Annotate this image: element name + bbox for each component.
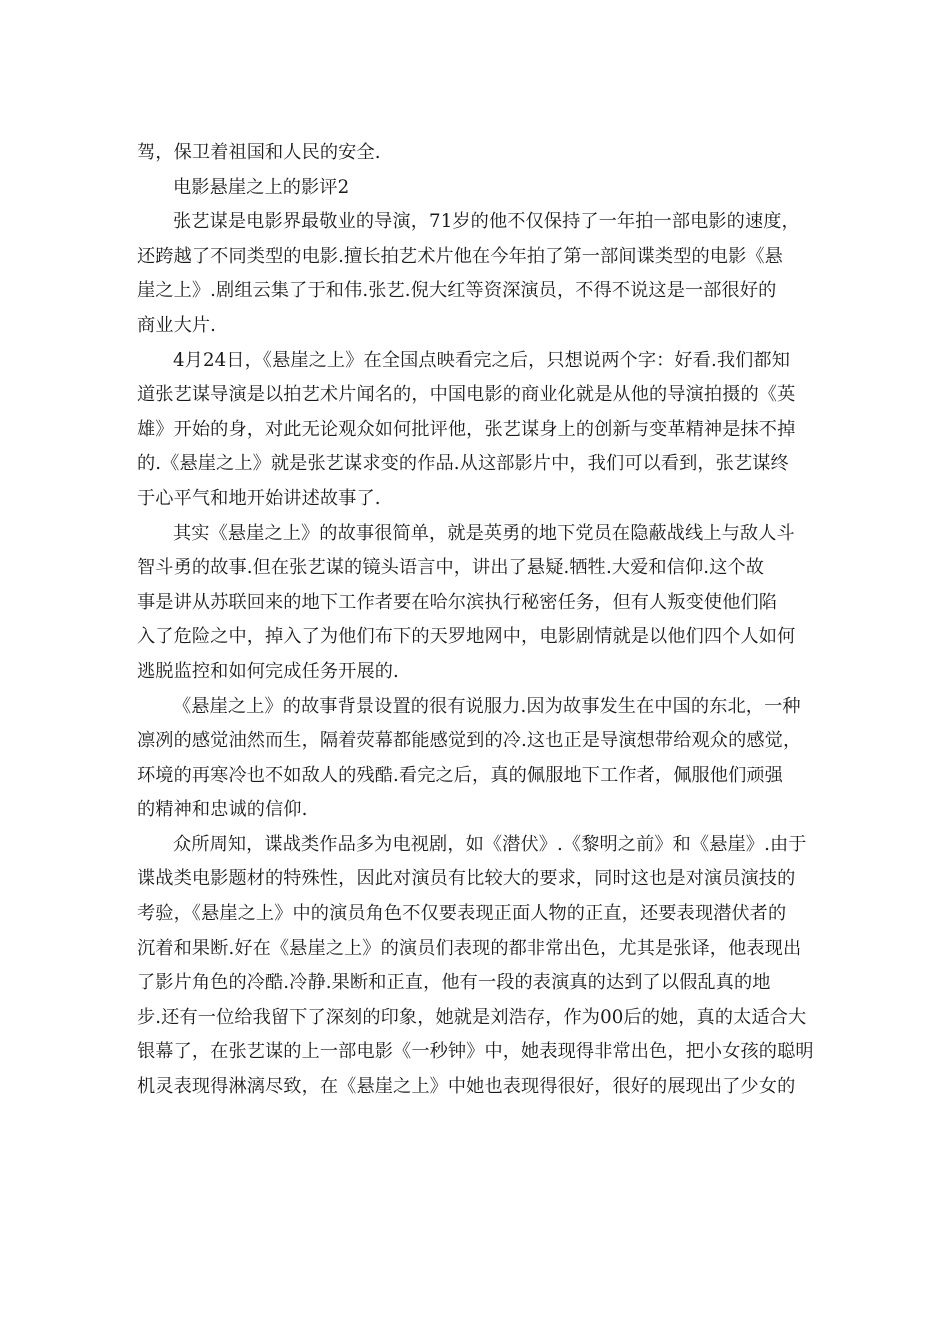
text-line: 机灵表现得淋漓尽致，在《悬崖之上》中她也表现得很好，很好的展现出了少女的	[137, 1076, 796, 1098]
text-line: 谍战类电影题材的特殊性，因此对演员有比较大的要求，同时这也是对演员演技的	[137, 868, 796, 890]
text-line: 4月24日，《悬崖之上》在全国点映看完之后，只想说两个字：好看.我们都知	[173, 349, 790, 371]
text-line: 的精神和忠诚的信仰.	[137, 799, 308, 821]
text-line: 银幕了，在张艺谋的上一部电影《一秒钟》中，她表现得非常出色，把小女孩的聪明	[137, 1041, 814, 1063]
text-line: 智斗勇的故事.但在张艺谋的镜头语言中，讲出了悬疑.牺牲.大爱和信仰.这个故	[137, 557, 765, 579]
text-line: 《悬崖之上》的故事背景设置的很有说服力.因为故事发生在中国的东北，一种	[173, 695, 801, 717]
text-line: 驾，保卫着祖国和人民的安全.	[137, 142, 381, 163]
text-line: 沉着和果断.好在《悬崖之上》的演员们表现的都非常出色，尤其是张译，他表现出	[137, 937, 802, 959]
text-line: 还跨越了不同类型的电影.擅长拍艺术片他在今年拍了第一部间谍类型的电影《悬	[137, 245, 783, 267]
text-line: 的.《悬崖之上》就是张艺谋求变的作品.从这部影片中，我们可以看到，张艺谋终	[137, 453, 789, 475]
text-line: 凛冽的感觉油然而生，隔着荧幕都能感觉到的冷.这也正是导演想带给观众的感觉，	[137, 730, 802, 752]
text-line: 道张艺谋导演是以拍艺术片闻名的，中国电影的商业化就是从他的导演拍摄的《英	[137, 384, 796, 406]
text-line: 于心平气和地开始讲述故事了.	[137, 487, 381, 509]
text-line: 逃脱监控和如何完成任务开展的.	[137, 660, 399, 682]
text-line: 崖之上》.剧组云集了于和伟.张艺.倪大红等资深演员，不得不说这是一部很好的	[137, 280, 777, 302]
text-line: 雄》开始的身，对此无论观众如何批评他，张艺谋身上的创新与变革精神是抹不掉	[137, 418, 796, 440]
text-line: 了影片角色的冷酷.冷静.果断和正直，他有一段的表演真的达到了以假乱真的地	[137, 972, 771, 994]
article-body	[137, 136, 820, 1105]
text-line: 商业大片.	[137, 314, 217, 336]
text-line: 其实《悬崖之上》的故事很简单，就是英勇的地下党员在隐蔽战线上与敌人斗	[173, 522, 795, 544]
text-line: 事是讲从苏联回来的地下工作者要在哈尔滨执行秘密任务，但有人叛变使他们陷	[137, 591, 778, 613]
text-line: 考验，《悬崖之上》中的演员角色不仅要表现正面人物的正直，还要表现潜伏者的	[137, 903, 787, 925]
text-line: 张艺谋是电影界最敬业的导演，71岁的他不仅保持了一年拍一部电影的速度，	[173, 211, 800, 233]
text-line: 步.还有一位给我留下了深刻的印象，她就是刘浩存，作为00后的她，真的太适合大	[137, 1006, 807, 1028]
text-line: 入了危险之中，掉入了为他们布下的天罗地网中，电影剧情就是以他们四个人如何	[137, 626, 796, 648]
section-heading: 电影悬崖之上的影评2	[173, 176, 350, 198]
text-line: 众所周知，谍战类作品多为电视剧，如《潜伏》.《黎明之前》和《悬崖》.由于	[173, 833, 807, 855]
text-line: 环境的再寒冷也不如敌人的残酷.看完之后，真的佩服地下工作者，佩服他们顽强	[137, 764, 783, 786]
